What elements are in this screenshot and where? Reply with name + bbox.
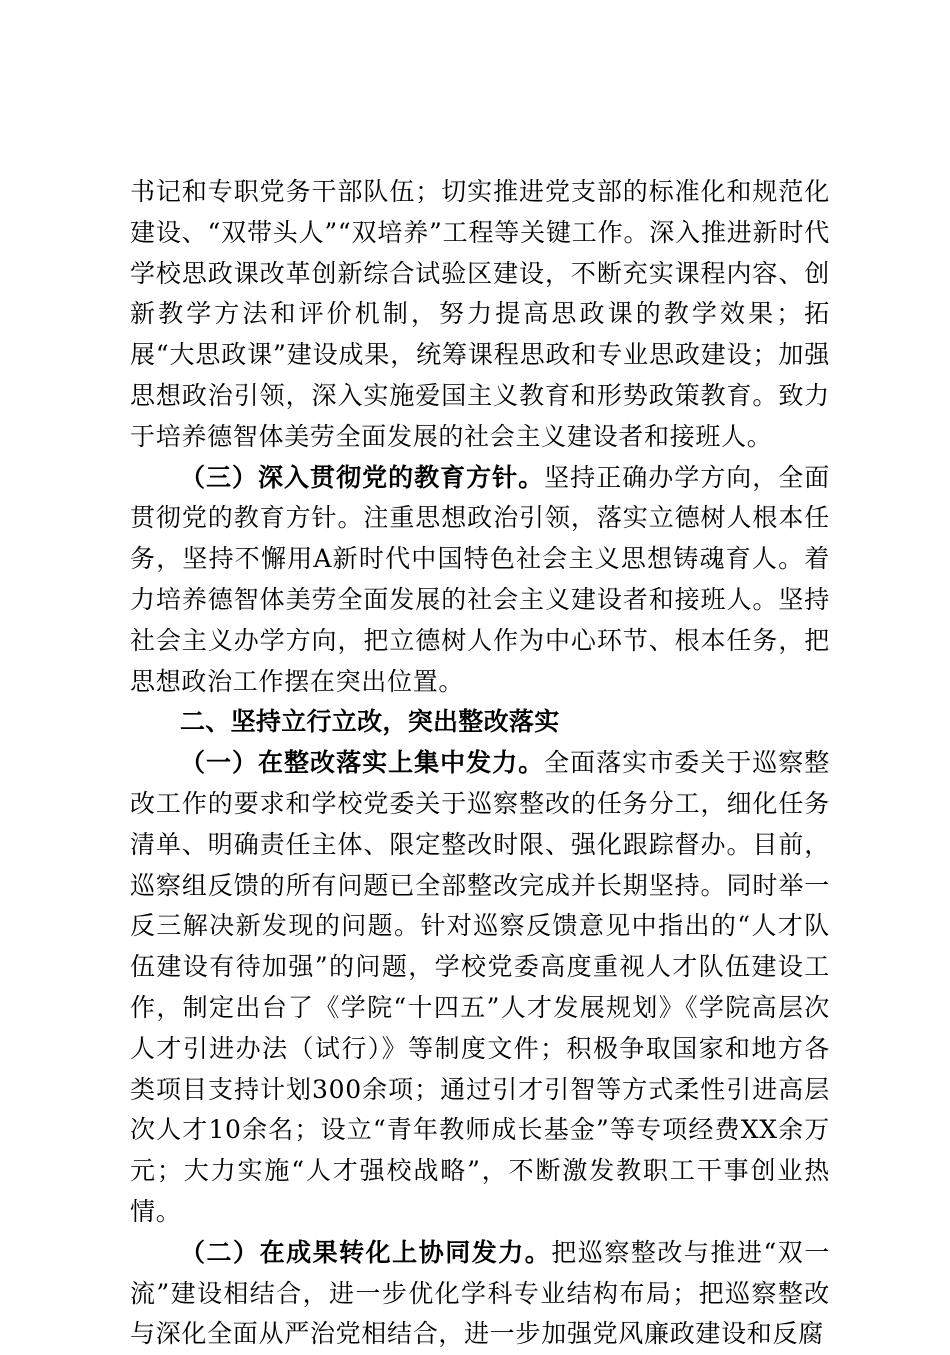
section-heading: 二、坚持立行立改，突出整改落实	[180, 707, 560, 737]
body-paragraph	[130, 1233, 830, 1355]
paragraph-text: 书记和专职党务干部队伍；切实推进党支部的标准化和规范化建设、“双带头人”“双培养”工程等关键工作。深入推进新时代学校思政课改革创新综合试验区建设，不断充实课程内容、创新教学方法和评价机制，努力提高思政课的教学效果；拓展“大思政课”建设成果，统筹课程思政和专业思政建设；加强思想政治引领，深入实施爱国主义教育和形势政策教育。致力于培养德智体美劳全面发展的社会主义建设者和接班人。	[130, 177, 830, 451]
body-paragraph	[130, 458, 830, 703]
body-paragraph	[130, 172, 830, 458]
paragraph-text: 坚持正确办学方向，全面贯彻党的教育方针。注重思想政治引领，落实立德树人根本任务，坚持不懈用A新时代中国特色社会主义思想铸魂育人。着力培养德智体美劳全面发展的社会主义建设者和接班人。坚持社会主义办学方向，把立德树人作为中心环节、根本任务，把思想政治工作摆在突出位置。	[130, 462, 830, 696]
document-page	[130, 172, 830, 1355]
paragraph-text: 把巡察整改与推进“双一流”建设相结合，进一步优化学科专业结构布局；把巡察整改与深化全面从严治党相结合，进一步加强党风廉政建设和反腐	[130, 1237, 830, 1349]
body-paragraph	[130, 743, 830, 1233]
paragraph-lead: （三）深入贯彻党的教育方针。	[180, 462, 545, 492]
paragraph-lead: （一）在整改落实上集中发力。	[180, 748, 545, 778]
paragraph-text: 全面落实市委关于巡察整改工作的要求和学校党委关于巡察整改的任务分工，细化任务清单、明确责任主体、限定整改时限、强化跟踪督办。目前，巡察组反馈的所有问题已全部整改完成并长期坚持。同时举一反三解决新发现的问题。针对巡察反馈意见中指出的“人才队伍建设有待加强”的问题，学校党委高度重视人才队伍建设工作，制定出台了《学院“十四五”人才发展规划》《学院高层次人才引进办法（试行）》等制度文件；积极争取国家和地方各类项目支持计划300余项；通过引才引智等方式柔性引进高层次人才10余名；设立“青年教师成长基金”等专项经费XX余万元；大力实施“人才强校战略”，不断激发教职工干事创业热情。	[130, 748, 830, 1226]
paragraph-lead: （二）在成果转化上协同发力。	[180, 1237, 552, 1267]
